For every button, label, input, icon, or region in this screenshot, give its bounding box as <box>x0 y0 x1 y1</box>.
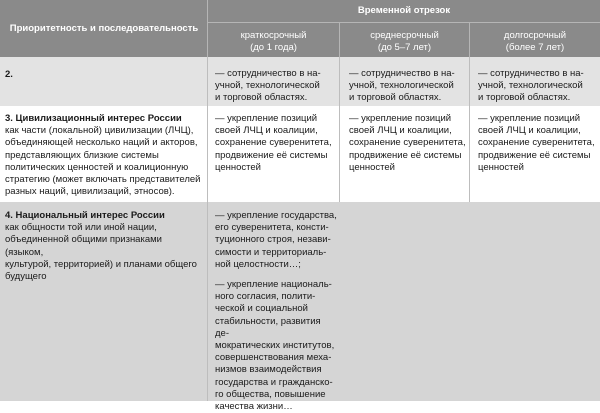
short-term-cell: — укрепление государства, его суверенитета, консти- туционного строя, незави- симости и территориаль- ной целостности…; — укрепление националь- ного согласия, полити- ческой и социальной стабильности, развития де- мократических институтов, совершенствования меха- низмов взаимодействия государства и гражданско- го общества, повышение качества жизни… <box>215 210 337 413</box>
short-term-cell: — сотрудничество в на- учной, технологической и торговой областях. <box>215 68 321 104</box>
long-term-cell: — укрепление позиций своей ЛЧЦ и коалиции, сохранение суверенитета, продвижение её системы ценностей <box>478 113 595 173</box>
column-divider <box>207 57 208 106</box>
mid-term-cell: — сотрудничество в на- учной, технологической и торговой областях. <box>349 68 455 104</box>
table-header <box>0 0 600 57</box>
header-time-span: Временной отрезок <box>357 5 451 16</box>
header-priority: Приоритетность и последовательность <box>9 23 199 34</box>
short-term-cell: — укрепление позиций своей ЛЧЦ и коалиции, сохранение суверенитета, продвижение её системы ценностей <box>215 113 332 173</box>
row-title: 4. Национальный интерес России как общности той или иной нации, объединенной общими признаками (языком, культурой, территорией) и планами общего будущего <box>5 210 197 283</box>
header-short-term: краткосрочный (до 1 года) <box>240 30 307 53</box>
header-subdivider <box>207 22 600 23</box>
column-divider <box>339 57 340 106</box>
table-row <box>0 57 600 106</box>
row-title: 2. <box>5 69 13 80</box>
header-mid-term: среднесрочный (до 5–7 лет) <box>370 30 439 53</box>
column-divider <box>207 106 208 202</box>
column-divider <box>339 106 340 202</box>
mid-term-cell: — укрепление позиций своей ЛЧЦ и коалиции, сохранение суверенитета, продвижение её системы ценностей <box>349 113 466 173</box>
header-long-term: долгосрочный (более 7 лет) <box>503 30 567 53</box>
paragraph-gap <box>215 271 337 279</box>
row-title: 3. Цивилизационный интерес России как части (локальной) цивилизации (ЛЧЦ), объединяющей несколько наций и акторов, представляющих близкие системы политических ценностей и коалиционную стратегию (может включать представителей разных наций, цивилизаций, этносов). <box>5 113 201 198</box>
long-term-cell: — сотрудничество в на- учной, технологической и торговой областях. <box>478 68 584 104</box>
table-row <box>0 106 600 202</box>
column-divider <box>207 202 208 401</box>
table-row <box>0 202 600 413</box>
